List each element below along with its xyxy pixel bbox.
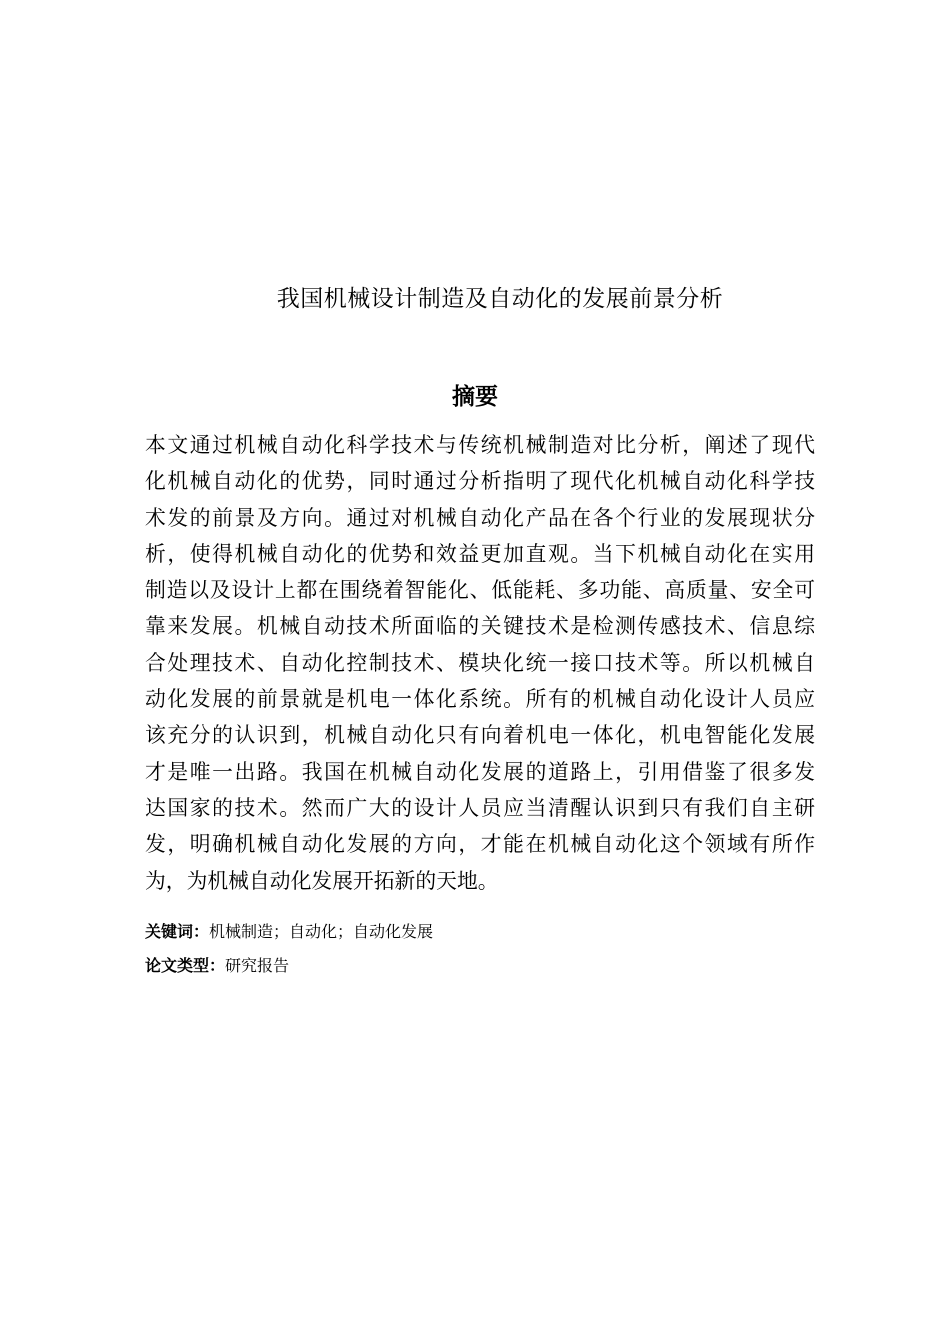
paper-type-row: [145, 955, 289, 977]
keywords-value: 机械制造；自动化；自动化发展: [209, 922, 434, 941]
abstract-heading: 摘要: [452, 384, 498, 410]
abstract-line: 发，明确机械自动化发展的方向，才能在机械自动化这个领域有所作: [145, 832, 815, 857]
abstract-line: 本文通过机械自动化科学技术与传统机械制造对比分析，阐述了现代: [145, 433, 815, 457]
abstract-line: 术发的前景及方向。通过对机械自动化产品在各个行业的发展现状分: [145, 505, 815, 530]
abstract-line: 靠来发展。机械自动技术所面临的关键技术是检测传感技术、信息综: [145, 614, 815, 639]
abstract-line: 达国家的技术。然而广大的设计人员应当清醒认识到只有我们自主研: [145, 795, 815, 820]
keywords-label: 关键词：: [145, 922, 210, 941]
keywords-row: [145, 921, 433, 943]
abstract-line: 为，为机械自动化发展开拓新的天地。: [145, 868, 499, 893]
abstract-line: 制造以及设计上都在围绕着智能化、低能耗、多功能、高质量、安全可: [145, 578, 815, 603]
paper-type-value: 研究报告: [225, 956, 290, 975]
abstract-line: 动化发展的前景就是机电一体化系统。所有的机械自动化设计人员应: [145, 687, 815, 712]
abstract-line: 才是唯一出路。我国在机械自动化发展的道路上，引用借鉴了很多发: [145, 759, 815, 784]
abstract-line: 析，使得机械自动化的优势和效益更加直观。当下机械自动化在实用: [145, 541, 815, 566]
abstract-line: 合处理技术、自动化控制技术、模块化统一接口技术等。所以机械自: [145, 650, 815, 675]
paper-type-label: 论文类型：: [145, 956, 226, 975]
abstract-line: 该充分的认识到，机械自动化只有向着机电一体化，机电智能化发展: [145, 723, 815, 748]
document-title: 我国机械设计制造及自动化的发展前景分析: [276, 286, 724, 312]
abstract-body: [145, 427, 815, 899]
abstract-line: 化机械自动化的优势，同时通过分析指明了现代化机械自动化科学技: [145, 469, 815, 494]
